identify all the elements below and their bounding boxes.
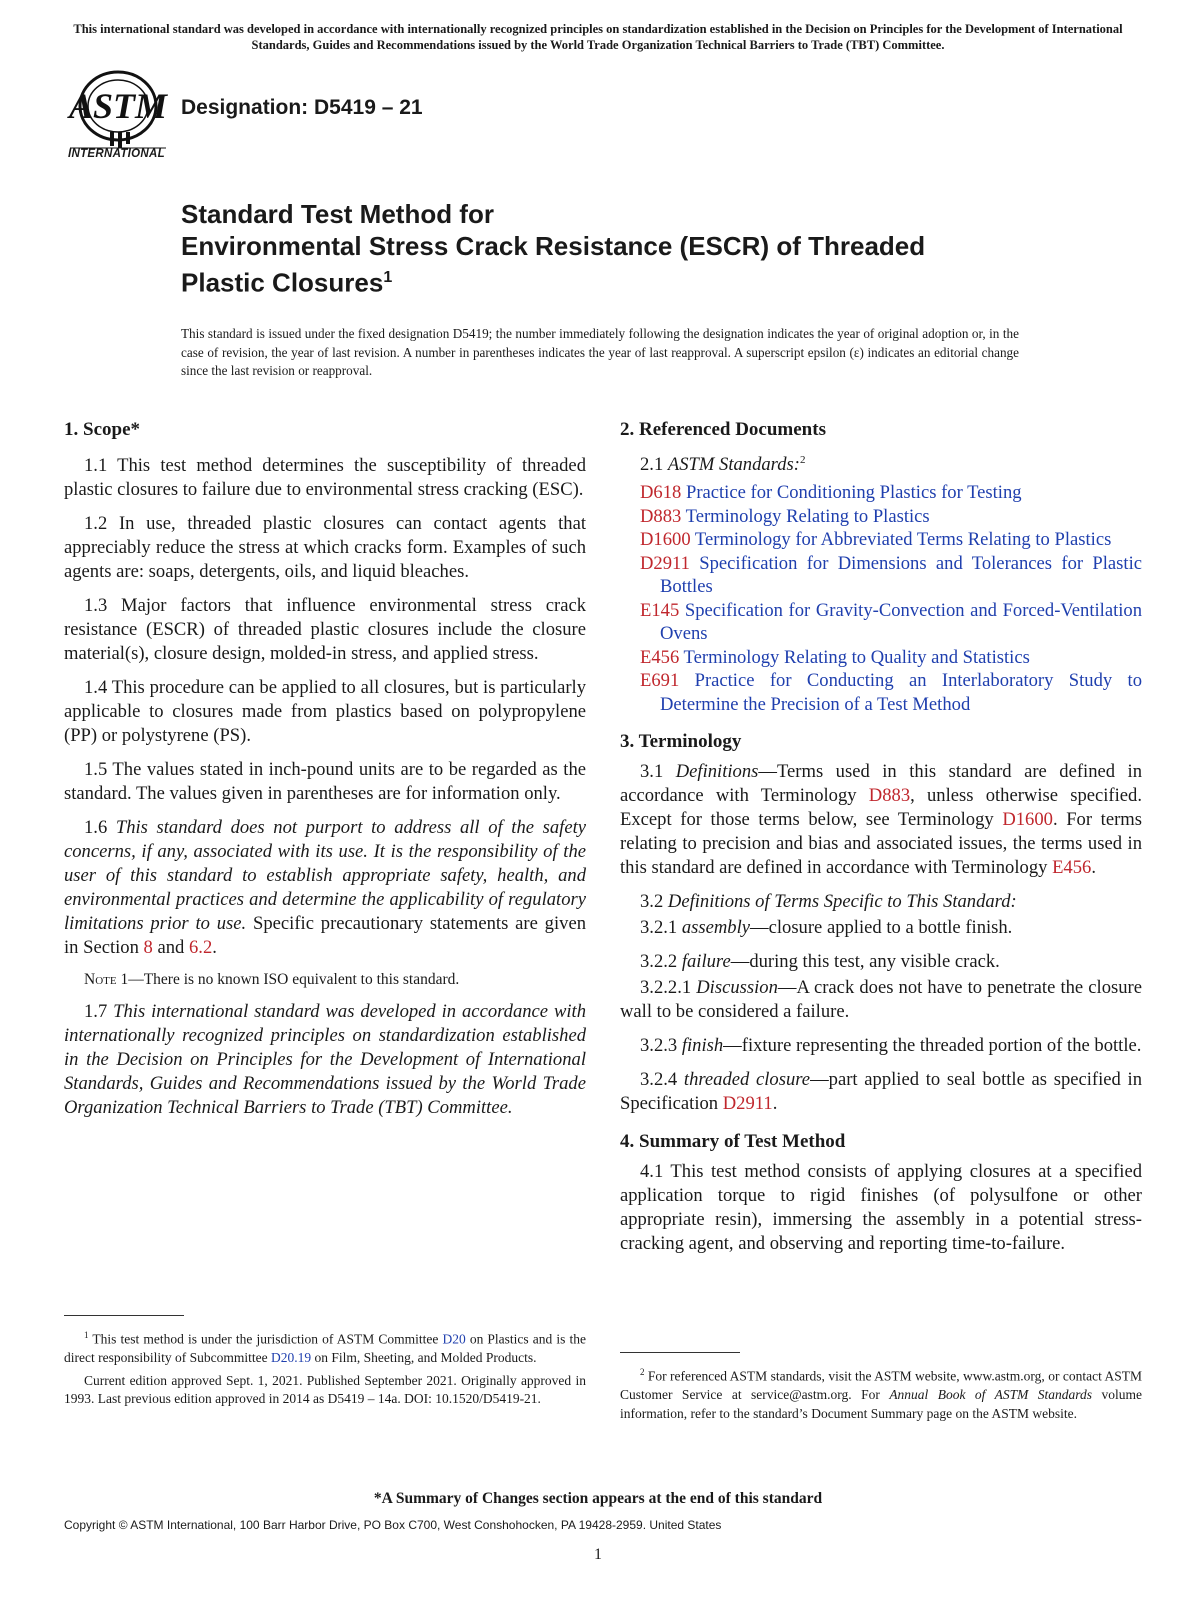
para-3-2-2-text: —during this test, any visible crack.	[730, 951, 1000, 973]
ref-title[interactable]: Terminology for Abbreviated Terms Relating to Plastics	[690, 529, 1112, 551]
para-1-6-and: and	[152, 937, 189, 958]
designation: Designation: D5419 – 21	[181, 96, 423, 119]
issuance-statement: This standard is issued under the fixed designation D5419; the number immediately following the designation indicates the year of original adoption or, in the case of revision, the year of last revision. A number in parentheses indicates the year of last reapproval. A superscript epsilon (ε) indicates an editorial change since the last revision or reapproval.	[181, 326, 1019, 378]
footnote-2-book-title: Annual Book of ASTM Standards	[889, 1387, 1093, 1402]
note-1	[64, 970, 586, 990]
para-3-2-4-text: —part applied to seal bottle as specified in Specification	[620, 1069, 1142, 1115]
wto-notice: This international standard was developed in accordance with internationally recognized principles on standardization established in the Decision on Principles for the Development of International Standards, Guides and Recommendations issued by the World Trade Organization Technical Barriers to Trade (TBT) Committee.	[73, 22, 1123, 52]
para-3-1-text: . For terms relating to precision and bias and associated issues, the terms used in this standard are defined in accordance with Terminology	[620, 809, 1142, 879]
document-title	[181, 198, 1081, 299]
footnote-1	[64, 1326, 586, 1368]
footnote-1-text: on Plastics and is the direct responsibility of Subcommittee	[64, 1331, 586, 1365]
para-3-2-1-number: 3.2.1	[640, 917, 682, 939]
section-terminology-heading: 3. Terminology	[620, 731, 742, 753]
footnote-2-block	[620, 1352, 1142, 1427]
para-3-2-2	[620, 950, 1142, 974]
para-3-2-3	[620, 1034, 1142, 1058]
para-3-2-3-number: 3.2.3	[640, 1035, 682, 1057]
ref-title[interactable]: Terminology Relating to Quality and Statistics	[679, 646, 1030, 668]
subheading-label: ASTM Standards:	[667, 454, 800, 476]
ref-title[interactable]: Terminology Relating to Plastics	[681, 505, 930, 527]
para-3-2	[620, 890, 1142, 914]
ref-code[interactable]: E691	[640, 670, 680, 692]
section-referenced-heading: 2. Referenced Documents	[620, 419, 826, 440]
para-1-7-number: 1.7	[84, 1001, 114, 1022]
ref-title[interactable]: Practice for Conditioning Plastics for Testing	[681, 482, 1022, 504]
link-d2911[interactable]: D2911	[722, 1093, 773, 1115]
para-3-2-1-text: —closure applied to a bottle finish.	[750, 917, 1013, 939]
ref-item[interactable]	[640, 505, 1142, 529]
para-3-2-2-number: 3.2.2	[640, 951, 682, 973]
para-1-6	[64, 816, 586, 960]
footnote-1-mark: 1	[84, 1330, 89, 1340]
para-1-1: 1.1 This test method determines the susceptibility of threaded plastic closures to failure due to environmental stress cracking (ESC).	[64, 455, 586, 500]
copyright-line: Copyright © ASTM International, 100 Barr Harbor Drive, PO Box C700, West Conshohocken, PA 19428-2959. United States	[64, 1518, 722, 1532]
right-column	[620, 418, 1142, 1266]
ref-code[interactable]: D2911	[640, 552, 690, 574]
title-footnote-mark: 1	[383, 269, 393, 286]
section-scope-heading: 1. Scope*	[64, 419, 140, 440]
link-committee-d20[interactable]: D20	[442, 1331, 466, 1347]
ref-title[interactable]: Practice for Conducting an Interlaboratory Study to Determine the Precision of a Test Method	[660, 670, 1142, 715]
ref-code[interactable]: E456	[640, 646, 680, 668]
footnote-divider	[64, 1315, 184, 1316]
footnote-2-text: For referenced ASTM standards, visit the ASTM website, www.astm.org, or contact ASTM Customer Service at service@astm.org. For	[620, 1368, 1142, 1402]
ref-item[interactable]	[640, 552, 1142, 599]
para-1-4: 1.4 This procedure can be applied to all closures, but is particularly applicable to closures made from plastics based on polypropylene (PP) or polystyrene (PS).	[64, 677, 586, 746]
footnote-divider	[620, 1352, 740, 1353]
term-discussion: Discussion	[696, 977, 778, 999]
ref-item[interactable]	[640, 528, 1142, 552]
link-subcommittee-d20-19[interactable]: D20.19	[270, 1350, 312, 1365]
para-1-5: 1.5 The values stated in inch-pound units are to be regarded as the standard. The values given in parentheses are for information only.	[64, 759, 586, 804]
para-3-2-label: Definitions of Terms Specific to This Standard:	[667, 891, 1017, 913]
summary-of-changes-notice: *A Summary of Changes section appears at the end of this standard	[373, 1490, 823, 1507]
title-line-1: Standard Test Method for	[181, 199, 494, 229]
footnote-1-edition: Current edition approved Sept. 1, 2021. Published September 2021. Originally approved in 1993. Last previous edition approved in 2014 as D5419 – 14a. DOI: 10.1520/D5419-21.	[64, 1372, 586, 1406]
ref-item[interactable]	[640, 599, 1142, 646]
title-line-2: Environmental Stress Crack Resistance (ESCR) of Threaded	[181, 231, 926, 261]
ref-code[interactable]: D883	[640, 505, 682, 527]
para-3-1	[620, 760, 1142, 880]
ref-code[interactable]: E145	[640, 599, 680, 621]
para-3-2-3-text: —fixture representing the threaded portion of the bottle.	[723, 1035, 1142, 1057]
astm-logo-label: INTERNATIONAL	[68, 148, 165, 160]
para-3-2-2-1-number: 3.2.2.1	[640, 977, 697, 999]
footnote-2-text: volume information, refer to the standard’s Document Summary page on the ASTM website.	[620, 1387, 1142, 1421]
para-1-6-tail: Specific precautionary statements are given in Section	[64, 913, 586, 958]
subheading-footnote-mark: 2	[799, 454, 806, 466]
para-3-2-2-1-text: —A crack does not have to penetrate the closure wall to be considered a failure.	[620, 977, 1142, 1023]
svg-text:ASTM: ASTM	[68, 86, 168, 126]
astm-standards-subheading	[640, 448, 1142, 477]
para-3-2-4-number: 3.2.4	[640, 1069, 684, 1091]
footnote-2-mark: 2	[640, 1367, 645, 1377]
astm-logo	[64, 68, 174, 168]
title-line-3: Plastic Closures	[181, 267, 384, 298]
para-1-6-safety-text: This standard does not purport to address all of the safety concerns, if any, associated with its use. It is the responsibility of the user of this standard to establish appropriate safety, health, and environmental practices and determine the applicability of regulatory limitations prior to use.	[64, 817, 587, 934]
para-1-7-text: This international standard was developed in accordance with internationally recognized principles on standardization established in the Decision on Principles for the Development of International Standards, Guides and Recommendations issued by the World Trade Organization Technical Barriers to Trade (TBT) Committee.	[64, 1001, 587, 1118]
ref-item[interactable]	[640, 646, 1142, 670]
para-3-1-text: —Terms used in this standard are defined in accordance with Terminology	[620, 761, 1143, 807]
para-3-2-4	[620, 1068, 1142, 1116]
term-finish: finish	[681, 1035, 724, 1057]
ref-title[interactable]: Specification for Gravity-Convection and Forced-Ventilation Ovens	[660, 599, 1142, 645]
footnote-1-text: This test method is under the jurisdiction of ASTM Committee	[88, 1331, 443, 1347]
link-section-8[interactable]: 8	[143, 937, 153, 958]
term-assembly: assembly	[681, 917, 751, 939]
para-3-2-2-1	[620, 976, 1142, 1024]
ref-title[interactable]: Specification for Dimensions and Tolerances for Plastic Bottles	[660, 552, 1142, 598]
para-1-3: 1.3 Major factors that influence environmental stress crack resistance (ESCR) of threaded plastic closures include the closure material(s), closure design, molded-in stress, and applied stress.	[64, 595, 586, 664]
ref-code[interactable]: D1600	[640, 529, 691, 551]
para-3-1-term: Definitions	[675, 761, 759, 783]
para-3-1-text: , unless otherwise specified. Except for those terms below, see Terminology	[620, 785, 1142, 831]
link-d883[interactable]: D883	[868, 785, 911, 807]
footnote-1-text: on Film, Sheeting, and Molded Products.	[311, 1350, 537, 1365]
term-failure: failure	[681, 951, 731, 973]
footnote-2	[620, 1363, 1142, 1423]
left-column	[64, 418, 586, 1130]
para-1-2: 1.2 In use, threaded plastic closures can contact agents that appreciably reduce the stress at which cracks form. Examples of such agents are: soaps, detergents, oils, and liquid bleaches.	[64, 513, 586, 582]
page-number: 1	[594, 1546, 602, 1563]
ref-item[interactable]	[640, 481, 1142, 505]
link-e456[interactable]: E456	[1052, 857, 1092, 879]
para-1-6-end: .	[212, 937, 217, 958]
para-4-1: 4.1 This test method consists of applying closures at a specified application torque to rigid finishes (of polysulfone or other appropriate resin), immersing the assembly in a potential stress-cracking agent, and observing and reporting time-to-failure.	[620, 1161, 1142, 1255]
section-summary-heading: 4. Summary of Test Method	[620, 1131, 846, 1153]
para-3-2-1	[620, 916, 1142, 940]
subheading-number: 2.1	[640, 454, 668, 476]
footnote-1-block	[64, 1315, 586, 1413]
ref-item[interactable]	[640, 669, 1142, 716]
term-threaded-closure: threaded closure	[683, 1069, 811, 1091]
para-3-1-number: 3.1	[640, 761, 676, 783]
referenced-documents-list	[620, 481, 1142, 716]
para-3-1-end: .	[1091, 857, 1096, 879]
note-text: 1—There is no known ISO equivalent to this standard.	[116, 971, 460, 988]
para-1-6-number: 1.6	[84, 817, 116, 838]
para-3-2-number: 3.2	[640, 891, 668, 913]
ref-code[interactable]: D618	[640, 482, 682, 504]
para-1-7	[64, 1000, 586, 1120]
note-label: Note	[84, 971, 117, 988]
link-d1600[interactable]: D1600	[1002, 809, 1053, 831]
para-3-2-4-end: .	[772, 1093, 778, 1115]
link-section-6-2[interactable]: 6.2	[189, 937, 213, 958]
